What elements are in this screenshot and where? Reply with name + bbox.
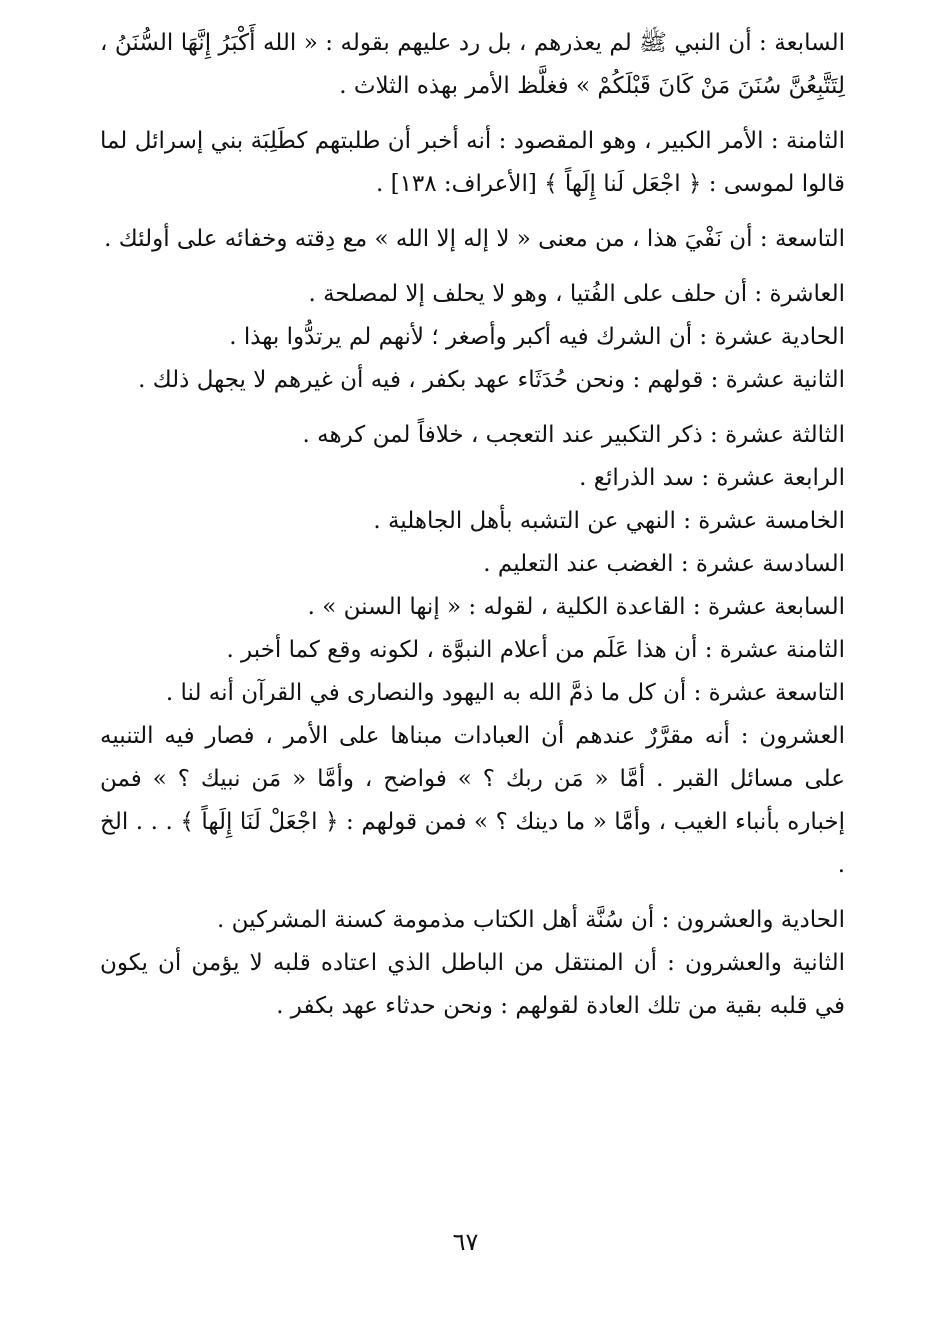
paragraph-eighth: الثامنة : الأمر الكبير ، وهو المقصود : أنه أخبر أن طلبتهم كطَلِبَة بني إسرائل لما قالوا لموسى : ﴿ اجْعَل لَنا إِلَهاً ﴾ [الأعراف: ١٣٨] .	[100, 128, 845, 197]
paragraph-ninth: التاسعة : أن نَفْيَ هذا ، من معنى « لا إله إلا الله » مع دِقته وخفائه على أولئك .	[104, 226, 845, 252]
paragraph-tenth: العاشرة : أن حلف على الفُتيا ، وهو لا يحلف إلا لمصلحة .	[308, 281, 845, 307]
paragraph-twentieth: العشرون : أنه مقرَّرٌ عندهم أن العبادات مبناها على الأمر ، فصار فيه التنبيه على مسائل القبر . أمَّا « مَن ربك ؟ » فواضح ، وأمَّا « مَن نبيك ؟ » فمن إخباره بأنباء الغيب ، وأمَّا « ما دينك ؟ » فمن قولهم : ﴿ اجْعَلْ لَنَا إِلَهاً ﴾ . . . الخ .	[100, 723, 845, 878]
page-number: ٦٧	[452, 1228, 479, 1256]
paragraph-fourteenth: الرابعة عشرة : سد الذرائع .	[579, 465, 845, 491]
paragraph-twenty-second: الثانية والعشرون : أن المنتقل من الباطل الذي اعتاده قلبه لا يؤمن أن يكون في قلبه بقية من تلك العادة لقولهم : ونحن حدثاء عهد بكفر .	[100, 950, 845, 1019]
paragraph-eighteenth: الثامنة عشرة : أن هذا عَلَم من أعلام النبوَّة ، لكونه وقع كما أخبر .	[226, 637, 845, 663]
paragraph-fifteenth: الخامسة عشرة : النهي عن التشبه بأهل الجاهلية .	[373, 508, 845, 534]
paragraph-seventeenth: السابعة عشرة : القاعدة الكلية ، لقوله : « إنها السنن » .	[307, 594, 845, 620]
paragraph-thirteenth: الثالثة عشرة : ذكر التكبير عند التعجب ، خلافاً لمن كرهه .	[302, 422, 845, 448]
paragraph-eleventh: الحادية عشرة : أن الشرك فيه أكبر وأصغر ؛ لأنهم لم يرتدُّوا بهذا .	[229, 324, 845, 350]
paragraph-nineteenth: التاسعة عشرة : أن كل ما ذمَّ الله به اليهود والنصارى في القرآن أنه لنا .	[165, 680, 845, 706]
paragraph-seventh: السابعة : أن النبي ﷺ لم يعذرهم ، بل رد عليهم بقوله : « الله أَكْبَرُ إِنَّهَا السُّنَنُ ، لِتَتَّبِعُنَّ سُنَنَ مَنْ كَانَ قَبْلَكُمْ » فغلَّظ الأمر بهذه الثلاث .	[100, 30, 845, 99]
paragraph-sixteenth: السادسة عشرة : الغضب عند التعليم .	[483, 551, 845, 577]
paragraph-twelfth: الثانية عشرة : قولهم : ونحن حُدَثَاء عهد بكفر ، فيه أن غيرهم لا يجهل ذلك .	[138, 367, 845, 393]
paragraph-twenty-first: الحادية والعشرون : أن سُنَّة أهل الكتاب مذمومة كسنة المشركين .	[217, 907, 845, 933]
page-body	[100, 22, 845, 1028]
